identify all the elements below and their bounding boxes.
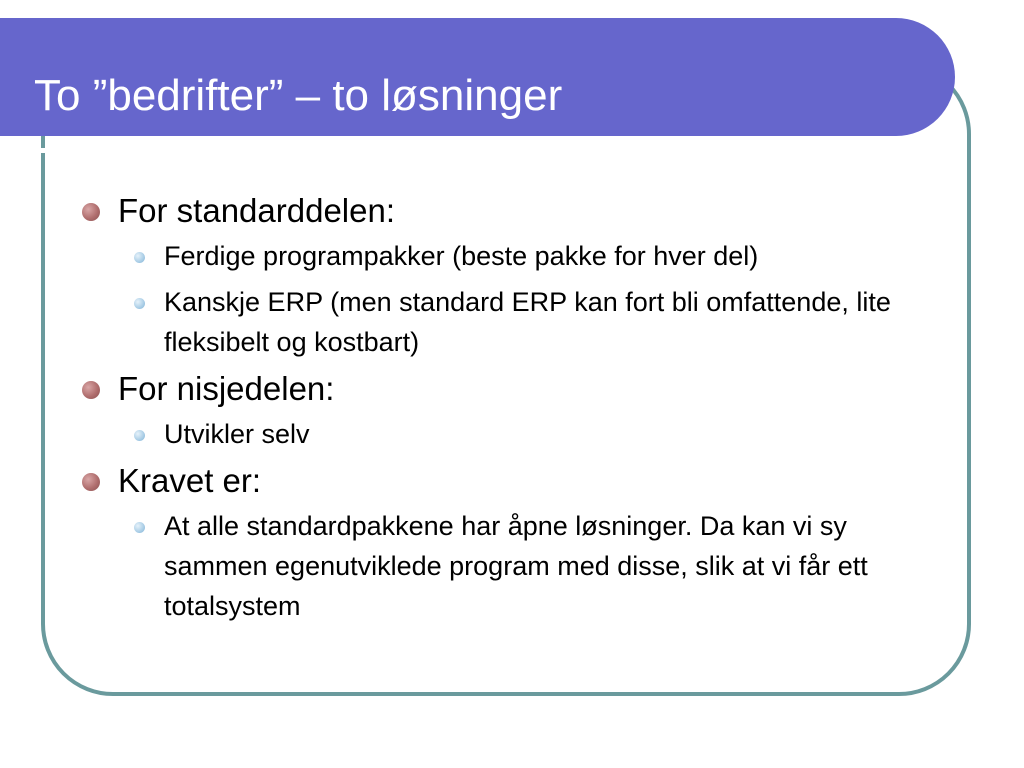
bullet-dot-icon (82, 203, 100, 221)
sub-bullet-dot-icon (134, 298, 145, 309)
sub-bullet-text: At alle standardpakkene har åpne løsninger. Da kan vi sy sammen egenutviklede program med disse, slik at vi får ett totalsystem (164, 511, 868, 621)
bullet-list (80, 190, 940, 632)
bullet-heading: Kravet er: (118, 462, 262, 499)
sub-bullet-list (118, 506, 940, 626)
sub-bullet-text: Kanskje ERP (men standard ERP kan fort bli omfattende, lite fleksibelt og kostbart) (164, 287, 891, 357)
sub-bullet-item (126, 236, 940, 276)
title-band (0, 18, 955, 136)
bullet-item-requirement (80, 460, 940, 626)
sub-bullet-item (126, 414, 940, 454)
sub-bullet-text: Ferdige programpakker (beste pakke for hver del) (164, 241, 759, 271)
sub-bullet-item (126, 506, 940, 626)
bullet-dot-icon (82, 473, 100, 491)
sub-bullet-text: Utvikler selv (164, 419, 310, 449)
title-underline (0, 148, 904, 153)
sub-bullet-list (118, 236, 940, 362)
sub-bullet-dot-icon (134, 252, 145, 263)
sub-bullet-dot-icon (134, 522, 145, 533)
sub-bullet-item (126, 282, 940, 362)
sub-bullet-dot-icon (134, 430, 145, 441)
sub-bullet-list (118, 414, 940, 454)
bullet-dot-icon (82, 381, 100, 399)
bullet-heading: For nisjedelen: (118, 370, 335, 407)
slide-title: To ”bedrifter” – to løsninger (34, 71, 563, 120)
bullet-item-niche (80, 368, 940, 454)
bullet-heading: For standarddelen: (118, 192, 396, 229)
bullet-item-standard (80, 190, 940, 362)
